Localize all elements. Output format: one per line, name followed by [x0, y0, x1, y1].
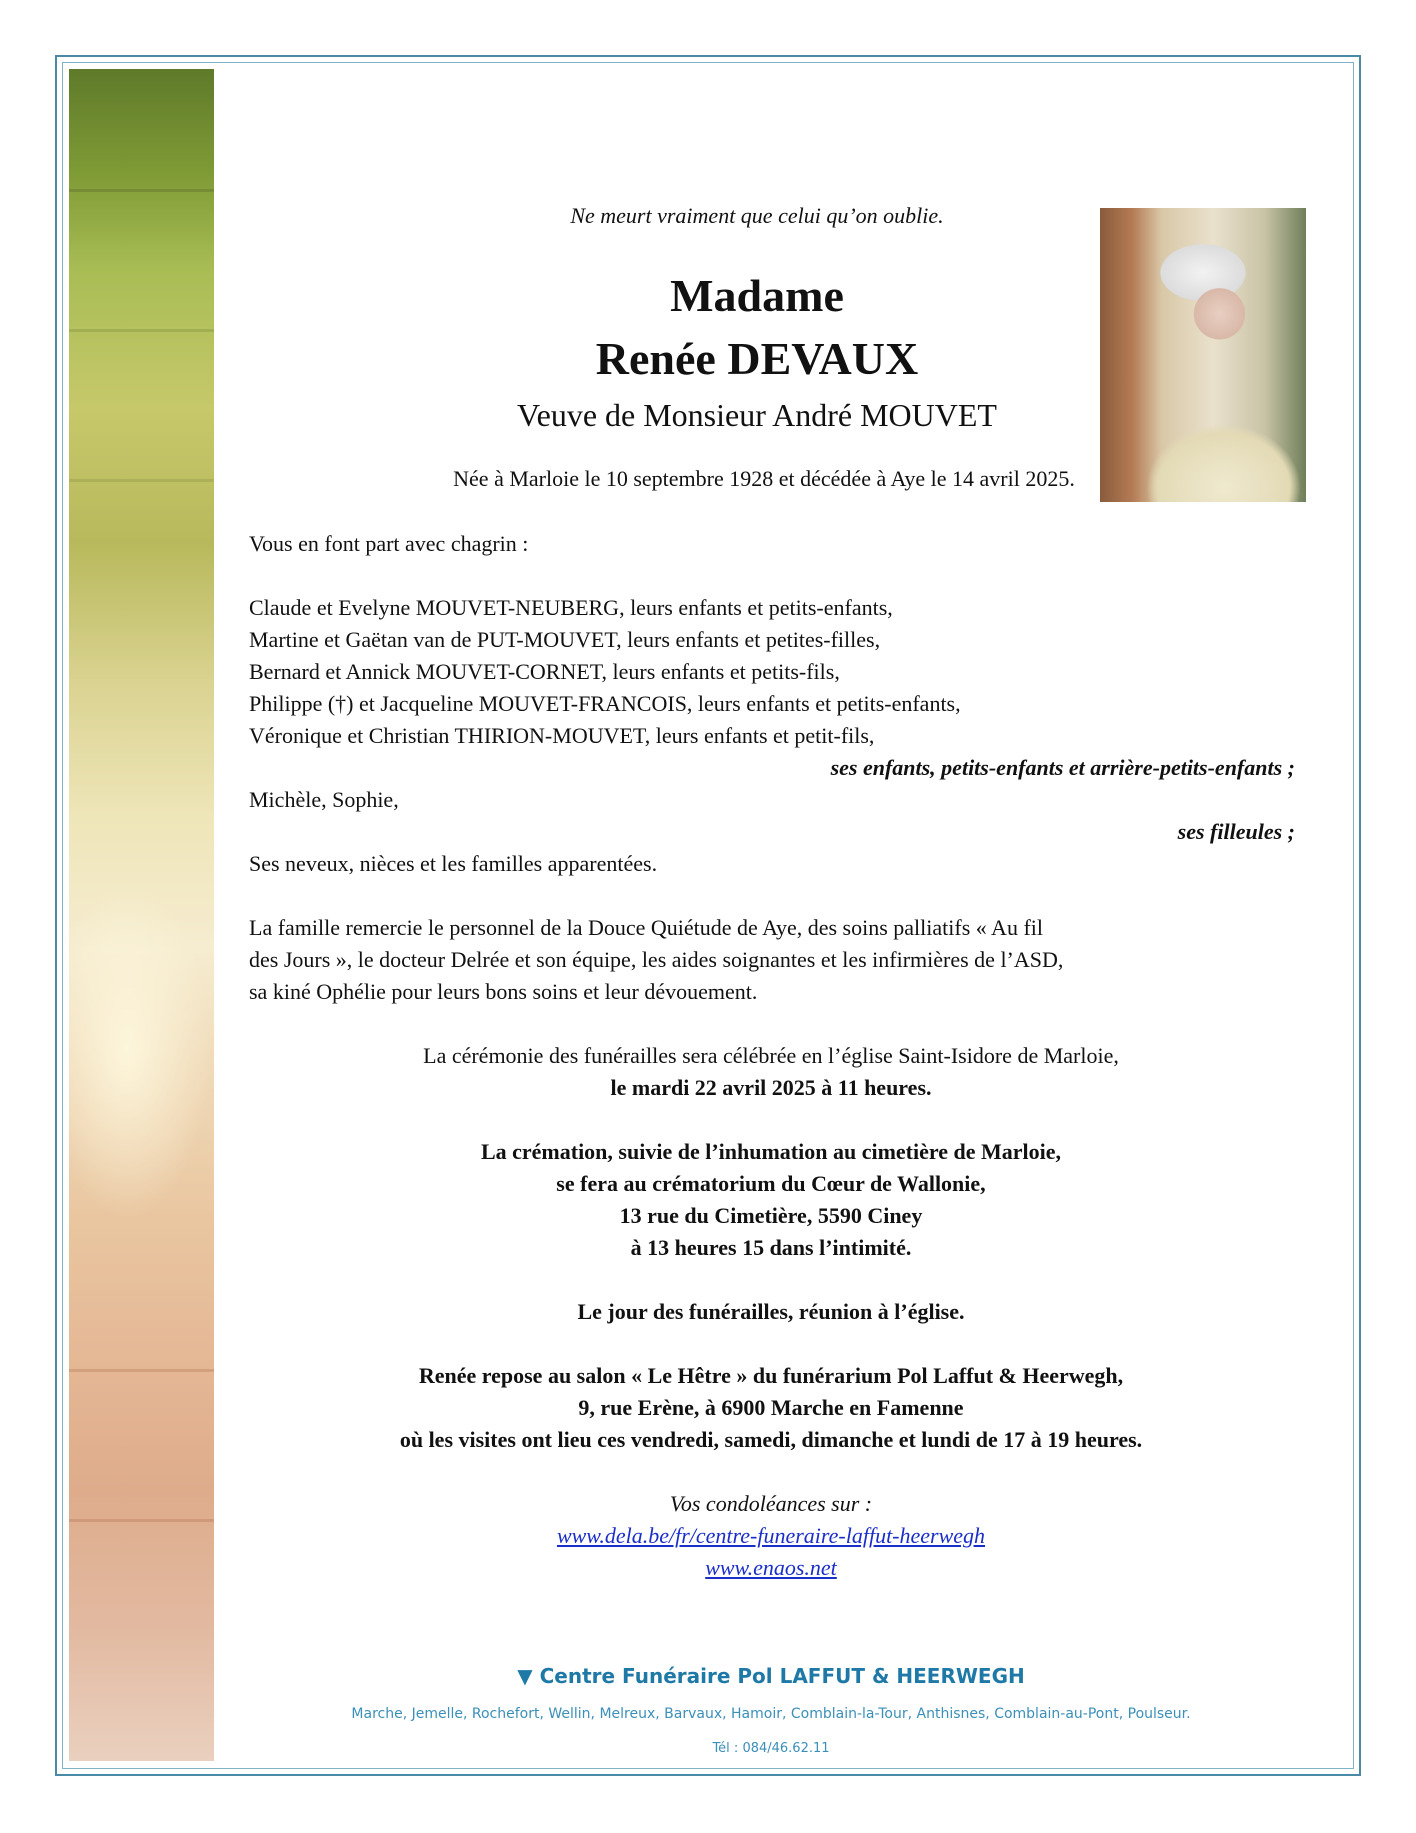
widow-line: Veuve de Monsieur André MOUVET: [517, 397, 997, 433]
funeral-center-name: [214, 1664, 1328, 1688]
dela-link[interactable]: www.dela.be/fr/centre-funeraire-laffut-heerwegh: [556, 1523, 986, 1548]
ceremony-date: le mardi 22 avril 2025 à 11 heures.: [610, 1075, 932, 1100]
goddaughters-label: ses filleules ;: [1177, 819, 1295, 844]
intro-line: Vous en font part avec chagrin :: [249, 531, 529, 556]
goddaughters-names: Michèle, Sophie,: [249, 787, 399, 812]
rest-line: 9, rue Erène, à 6900 Marche en Famenne: [578, 1395, 964, 1420]
title-madame: Madame: [670, 270, 844, 321]
thanks-line: des Jours », le docteur Delrée et son équipe, les aides soignantes et les infirmières de l’ASD,: [249, 947, 1064, 972]
deceased-name: Renée DEVAUX: [595, 333, 919, 384]
reunion-line: Le jour des funérailles, réunion à l’église.: [577, 1299, 965, 1324]
rest-line: où les visites ont lieu ces vendredi, samedi, dimanche et lundi de 17 à 19 heures.: [399, 1427, 1143, 1452]
cremation-line: 13 rue du Cimetière, 5590 Ciney: [619, 1203, 923, 1228]
triangle-down-icon: ▼: [517, 1664, 533, 1688]
forest-path-image: [69, 69, 214, 1761]
cremation-line: se fera au crématorium du Cœur de Wallonie,: [556, 1171, 986, 1196]
funeral-center-locations: Marche, Jemelle, Rochefort, Wellin, Melreux, Barvaux, Hamoir, Comblain-la-Tour, Anthisnes, Comblain-au-Pont, Poulseur.: [351, 1706, 1191, 1722]
epigraph: Ne meurt vraiment que celui qu’on oublie.: [570, 203, 944, 228]
funeral-center-label: Centre Funéraire Pol LAFFUT & HEERWEGH: [539, 1664, 1025, 1688]
thanks-line: sa kiné Ophélie pour leurs bons soins et leur dévouement.: [249, 979, 758, 1004]
ceremony-line: La cérémonie des funérailles sera célébrée en l’église Saint-Isidore de Marloie,: [423, 1043, 1119, 1068]
relatives-line: Ses neveux, nièces et les familles apparentées.: [249, 851, 658, 876]
condolences-label: Vos condoléances sur :: [669, 1491, 873, 1516]
cremation-line: La crémation, suivie de l’inhumation au cimetière de Marloie,: [480, 1139, 1062, 1164]
family-line: Claude et Evelyne MOUVET-NEUBERG, leurs enfants et petits-enfants,: [249, 595, 893, 620]
rest-line: Renée repose au salon « Le Hêtre » du funérarium Pol Laffut & Heerwegh,: [418, 1363, 1124, 1388]
cremation-line: à 13 heures 15 dans l’intimité.: [630, 1235, 912, 1260]
family-line: Véronique et Christian THIRION-MOUVET, leurs enfants et petit-fils,: [249, 723, 875, 748]
family-line: Martine et Gaëtan van de PUT-MOUVET, leurs enfants et petites-filles,: [249, 627, 881, 652]
birth-death-line: Née à Marloie le 10 septembre 1928 et décédée à Aye le 14 avril 2025.: [453, 466, 1075, 491]
funeral-center-phone: Tél : 084/46.62.11: [712, 1741, 830, 1756]
family-line: Philippe (†) et Jacqueline MOUVET-FRANCOIS, leurs enfants et petits-enfants,: [249, 691, 961, 716]
family-summary: ses enfants, petits-enfants et arrière-petits-enfants ;: [830, 755, 1295, 780]
thanks-line: La famille remercie le personnel de la Douce Quiétude de Aye, des soins palliatifs « Au fil: [249, 915, 1043, 940]
family-line: Bernard et Annick MOUVET-CORNET, leurs enfants et petits-fils,: [249, 659, 840, 684]
enaos-link[interactable]: www.enaos.net: [705, 1555, 837, 1580]
